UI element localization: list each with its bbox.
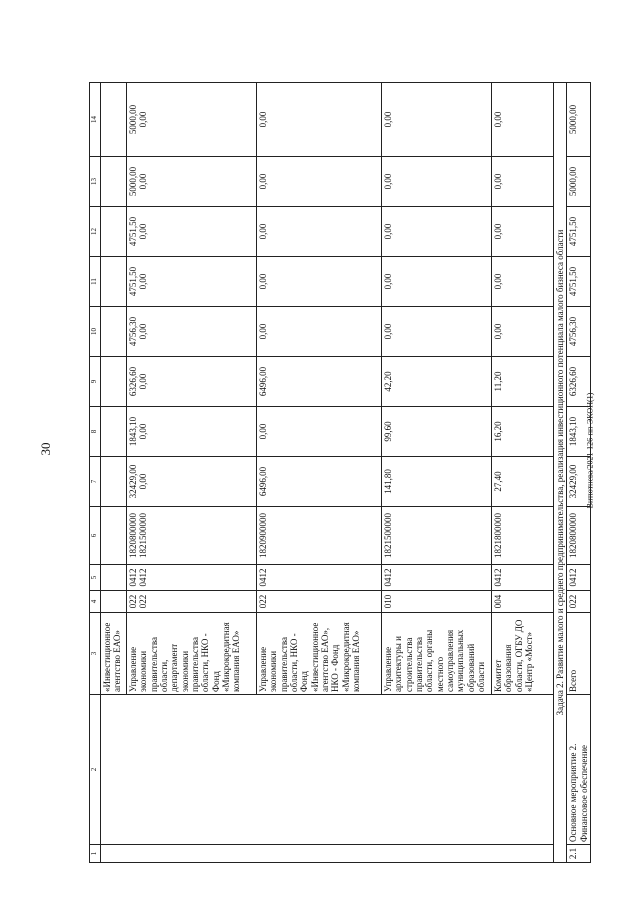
col-header: 7 [90, 457, 101, 507]
csr-cell: 1820800000 1821500000 [127, 507, 257, 565]
value-cell: 32429,00 [567, 457, 591, 507]
value-cell: 6326,60 0,00 [127, 357, 257, 407]
value-cell: 16,20 [492, 407, 554, 457]
value-cell: 42,20 [382, 357, 492, 407]
col-header: 4 [90, 591, 101, 613]
col-header: 10 [90, 307, 101, 357]
csr-cell: 1820900000 [257, 507, 382, 565]
col-header: 2 [90, 695, 101, 845]
value-cell: 5000,00 0,00 [127, 157, 257, 207]
csr-cell: 1821500000 [382, 507, 492, 565]
value-cell: 0,00 [492, 83, 554, 157]
grbs-cell: 022 022 [127, 591, 257, 613]
budget-table [89, 82, 591, 863]
value-cell: 27,40 [492, 457, 554, 507]
value-cell: 99,60 [382, 407, 492, 457]
event-name-cell: Основное мероприятие 2. Финансовое обеспечение [567, 695, 591, 845]
row-number-cell: 2.1 [567, 845, 591, 863]
task-row [554, 83, 567, 863]
executor-cell: Всего [567, 613, 591, 695]
grbs-cell: 022 [567, 591, 591, 613]
value-cell: 6496,00 [257, 457, 382, 507]
value-cell: 11,20 [492, 357, 554, 407]
executor-cell: Управление экономики правительства области, департамент экономики правительства области, НКО - Фонд «Микрокредитная компания ЕАО» [127, 613, 257, 695]
value-cell: 4756,30 [567, 307, 591, 357]
value-cell: 4751,50 [567, 257, 591, 307]
col-header: 3 [90, 613, 101, 695]
value-cell: 0,00 [257, 407, 382, 457]
value-cell: 4751,50 0,00 [127, 257, 257, 307]
value-cell: 32429,00 0,00 [127, 457, 257, 507]
row-number-cell [101, 845, 554, 863]
rz-cell: 0412 [382, 565, 492, 591]
col-header: 11 [90, 257, 101, 307]
value-cell: 5000,00 [567, 157, 591, 207]
value-cell: 0,00 [257, 207, 382, 257]
value-cell: 0,00 [382, 307, 492, 357]
column-number-row [90, 83, 101, 863]
page-number: 30 [38, 442, 53, 456]
value-cell: 0,00 [492, 307, 554, 357]
col-header: 5 [90, 565, 101, 591]
table-row [567, 83, 591, 863]
executor-cell: Управление архитектуры и строительства правительства области, органы местного самоуправления муниципальных образований области [382, 613, 492, 695]
table-row [101, 83, 127, 863]
col-header: 1 [90, 845, 101, 863]
value-cell: 0,00 [257, 83, 382, 157]
value-cell: 0,00 [492, 157, 554, 207]
value-cell: 0,00 [257, 157, 382, 207]
value-cell: 0,00 [382, 83, 492, 157]
rz-cell: 0412 [492, 565, 554, 591]
rz-cell: 0412 [567, 565, 591, 591]
value-cell: 4751,50 [567, 207, 591, 257]
col-header: 9 [90, 357, 101, 407]
value-cell: 4751,50 0,00 [127, 207, 257, 257]
value-cell: 0,00 [492, 257, 554, 307]
executor-cell: Комитет образования области, ОГБУ ДО «Центр «Мост» [492, 613, 554, 695]
csr-cell: 1820800000 [567, 507, 591, 565]
col-header: 12 [90, 207, 101, 257]
grbs-cell: 004 [492, 591, 554, 613]
rz-cell: 0412 [257, 565, 382, 591]
value-cell: 1843,10 0,00 [127, 407, 257, 457]
col-header: 14 [90, 83, 101, 157]
value-cell: 1843,10 [567, 407, 591, 457]
executor-cell: Управление экономики правительства области, НКО - Фонд «Инвестиционное агентство ЕАО», НКО - Фонд «Микрокредитная компания ЕАО» [257, 613, 382, 695]
value-cell: 0,00 [257, 257, 382, 307]
col-header: 6 [90, 507, 101, 565]
grbs-cell: 022 [257, 591, 382, 613]
rz-cell: 0412 0412 [127, 565, 257, 591]
executor-cell: «Инвестиционное агентство ЕАО» [101, 613, 127, 695]
event-name-cell [101, 695, 554, 845]
value-cell: 0,00 [257, 307, 382, 357]
csr-cell: 1821800000 [492, 507, 554, 565]
value-cell: 5000,00 [567, 83, 591, 157]
col-header: 13 [90, 157, 101, 207]
value-cell: 6326,60 [567, 357, 591, 407]
value-cell: 0,00 [382, 157, 492, 207]
rotated-table-wrapper [89, 83, 589, 863]
value-cell: 0,00 [382, 257, 492, 307]
value-cell: 0,00 [382, 207, 492, 257]
grbs-cell: 010 [382, 591, 492, 613]
task-heading: Задача 2. Развитие малого и среднего предпринимательства, реализация инвестиционного потенциала малого бизнеса области [554, 83, 567, 863]
value-cell: 5000,00 0,00 [127, 83, 257, 157]
document-reference: Витютнева/2021-126-пп-ЭКОН(1) [585, 392, 595, 509]
value-cell: 141,80 [382, 457, 492, 507]
value-cell: 0,00 [492, 207, 554, 257]
value-cell: 6496,00 [257, 357, 382, 407]
value-cell: 4756,30 0,00 [127, 307, 257, 357]
col-header: 8 [90, 407, 101, 457]
